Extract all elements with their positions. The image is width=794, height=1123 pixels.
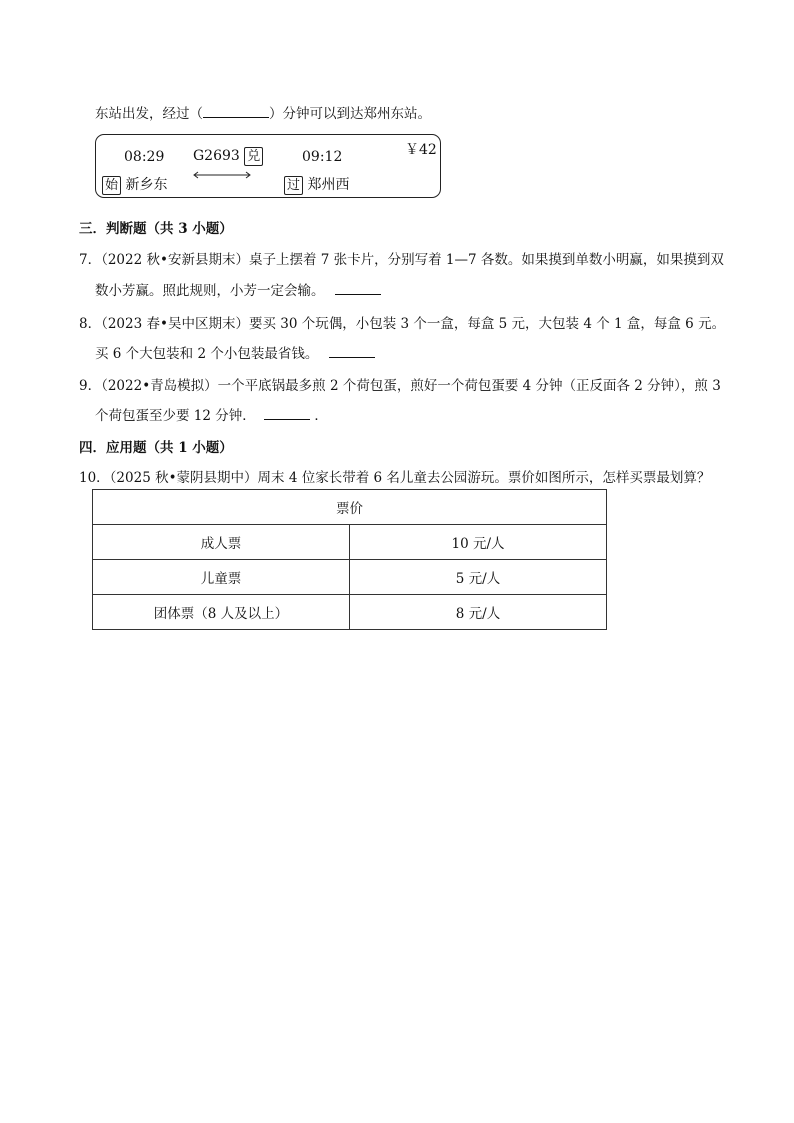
- train-number: G2693 兑: [193, 147, 263, 166]
- ticket-type-cell: 成人票: [93, 525, 350, 560]
- q10-line-1: 10．（2025 秋•蒙阴县期中）周末 4 位家长带着 6 名儿童去公园游玩。票价如图所示，怎样买票最划算？: [79, 470, 711, 486]
- table-row: [93, 525, 607, 560]
- end-station: 过 郑州西: [284, 174, 349, 195]
- ticket-price: ￥42: [405, 142, 437, 158]
- table-row: [93, 560, 607, 595]
- q9-answer-blank[interactable]: [264, 405, 310, 420]
- q6-answer-blank[interactable]: [203, 103, 269, 118]
- price-table: [92, 489, 607, 630]
- train-ticket-card: [95, 134, 441, 198]
- q9-line-2: 个荷包蛋至少要 12 分钟． ．: [95, 404, 328, 424]
- double-arrow-icon: [192, 171, 252, 179]
- q8-answer-blank[interactable]: [329, 343, 375, 358]
- q9-line-1: 9．（2022•青岛模拟）一个平底锅最多煎 2 个荷包蛋，煎好一个荷包蛋要 4 分钟（正反面各 2 分钟），煎 3: [79, 378, 721, 394]
- price-table-header: 票价: [93, 490, 607, 525]
- q8-line-1: 8．（2023 春•吴中区期末）要买 30 个玩偶，小包装 3 个一盒，每盒 5 元，大包装 4 个 1 盒，每盒 6 元。: [79, 316, 726, 332]
- section-4-title: 四．应用题（共 1 小题）: [79, 440, 233, 456]
- ticket-type-cell: 团体票（8 人及以上）: [93, 595, 350, 630]
- train-mark-box: 兑: [244, 147, 263, 166]
- depart-time: 08:29: [124, 149, 165, 165]
- q7-line-2: 数小芳赢。照此规则，小芳一定会输。: [95, 279, 381, 299]
- ticket-price-cell: 10 元/人: [350, 525, 607, 560]
- ticket-type-cell: 儿童票: [93, 560, 350, 595]
- pass-mark-box: 过: [284, 176, 303, 195]
- q6-text-after: ）分钟可以到达郑州东站。: [269, 106, 431, 122]
- q8-line-2: 买 6 个大包装和 2 个小包装最省钱。: [95, 342, 375, 362]
- start-mark-box: 始: [102, 176, 121, 195]
- q7-answer-blank[interactable]: [335, 280, 381, 295]
- start-station: 始 新乡东: [102, 174, 167, 195]
- table-row: [93, 595, 607, 630]
- q7-line-1: 7．（2022 秋•安新县期末）桌子上摆着 7 张卡片，分别写着 1—7 各数。如果摸到单数小明赢，如果摸到双: [79, 252, 724, 268]
- q6-text: 东站出发，经过（: [95, 106, 203, 122]
- table-row: [93, 490, 607, 525]
- q6-tail-line: [95, 102, 431, 122]
- ticket-price-cell: 8 元/人: [350, 595, 607, 630]
- arrive-time: 09:12: [302, 149, 343, 165]
- ticket-price-cell: 5 元/人: [350, 560, 607, 595]
- section-3-title: 三．判断题（共 3 小题）: [79, 221, 233, 237]
